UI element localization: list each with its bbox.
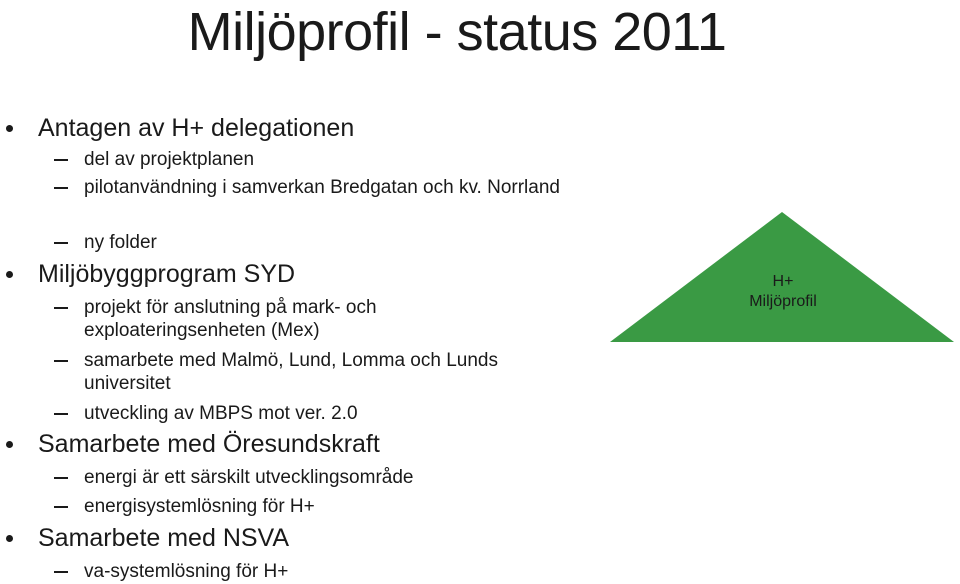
sub-bullet-item: del av projektplanen — [84, 148, 584, 171]
sub-bullet-item: utveckling av MBPS mot ver. 2.0 — [84, 402, 584, 425]
sub-bullet-item: va-systemlösning för H+ — [84, 560, 584, 583]
bullet-item: Samarbete med Öresundskraft — [38, 430, 380, 458]
sub-bullet-item: energi är ett särskilt utvecklingsområde — [84, 466, 584, 489]
bullet-item: Antagen av H+ delegationen — [38, 114, 355, 142]
sub-bullet-item: energisystemlösning för H+ — [84, 495, 584, 518]
bullet-item: Miljöbyggprogram SYD — [38, 260, 296, 288]
sub-bullet-item: projekt för anslutning på mark- och exploateringsenheten (Mex) — [84, 296, 464, 342]
slide-title: Miljöprofil - status 2011 — [187, 2, 727, 62]
pyramid-label-line2: Miljöprofil — [749, 293, 817, 310]
bullet-item: Samarbete med NSVA — [38, 524, 290, 552]
sub-bullet-item: pilotanvändning i samverkan Bredgatan och kv. Norrland — [84, 176, 564, 199]
sub-bullet-item: samarbete med Malmö, Lund, Lomma och Lunds universitet — [84, 349, 584, 395]
pyramid-label-line1: H+ — [772, 273, 794, 290]
pyramid-label — [690, 272, 876, 312]
sub-bullet-item: ny folder — [84, 231, 584, 254]
